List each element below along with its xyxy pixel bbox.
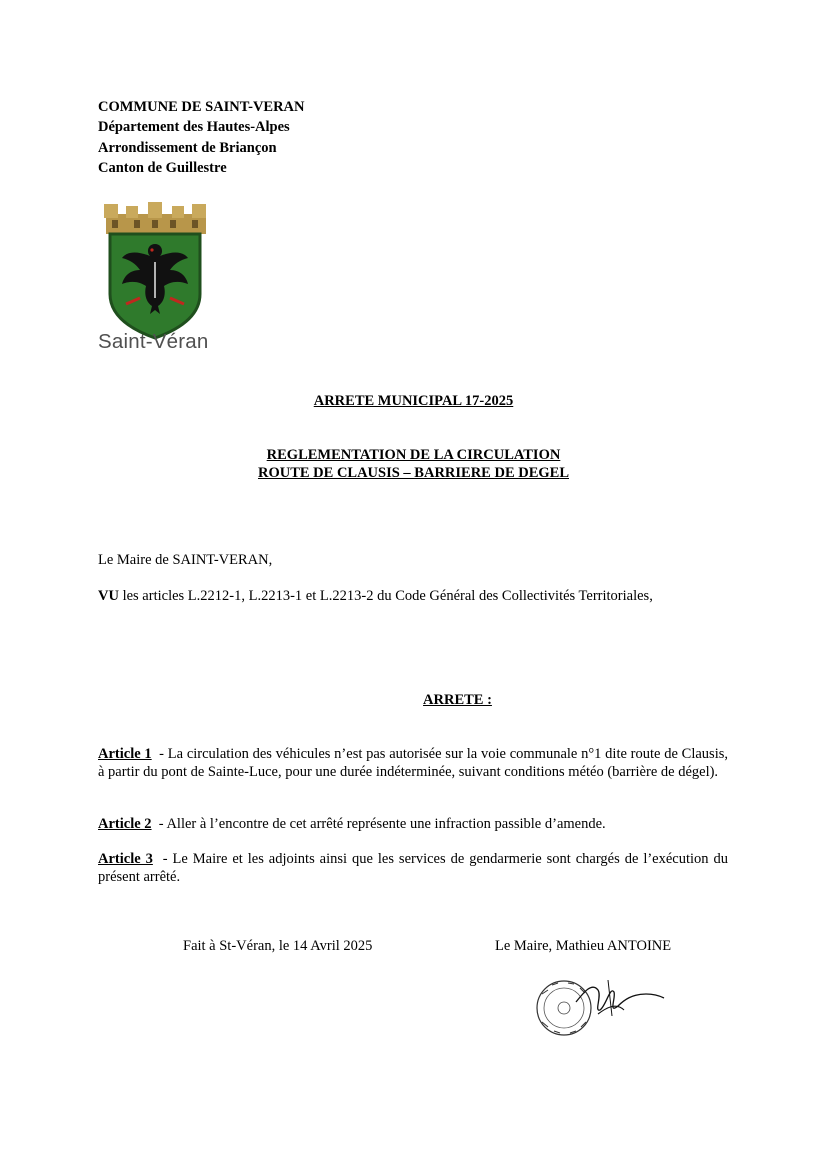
commune-name: COMMUNE DE SAINT-VERAN — [98, 99, 305, 115]
article-2-text: - Aller à l’encontre de cet arrêté représente une infraction passible d’amende. — [151, 816, 606, 832]
seal-signature-icon — [528, 972, 668, 1040]
article-1 — [98, 745, 732, 781]
article-1-label: Article 1 — [98, 746, 152, 762]
departement: Département des Hautes-Alpes — [98, 119, 290, 136]
article-1-text: - La circulation des véhicules n’est pas autorisée sur la voie communale n°1 dite route de Clausis, à partir du pont de Sainte-Luce, pour une durée indéterminée, suivant conditions météo (barrière de dégel). — [98, 746, 732, 780]
maire-intro: Le Maire de SAINT-VERAN, — [98, 552, 273, 568]
canton: Canton de Guillestre — [98, 159, 227, 176]
signer-name: Le Maire, Mathieu ANTOINE — [495, 938, 672, 954]
vu-text: les articles L.2212-1, L.2213-1 et L.2213-2 du Code Général des Collectivités Territoriales, — [118, 588, 653, 604]
subject-line-1: REGLEMENTATION DE LA CIRCULATION — [266, 447, 561, 463]
fait-a: Fait à St-Véran, le 14 Avril 2025 — [183, 938, 373, 954]
arrete-heading — [0, 692, 827, 709]
vu-label: VU — [98, 588, 119, 604]
arrete-subject — [0, 446, 827, 482]
article-2 — [98, 815, 728, 833]
arrete-number-text: ARRETE MUNICIPAL 17-2025 — [313, 393, 514, 409]
arrondissement: Arrondissement de Briançon — [98, 139, 277, 156]
subject-line-2: ROUTE DE CLAUSIS – BARRIERE DE DEGEL — [257, 465, 569, 481]
article-3 — [98, 850, 732, 886]
arrete-heading-text: ARRETE : — [423, 692, 492, 708]
commune-header — [98, 97, 305, 178]
logo-caption: Saint-Véran — [98, 330, 209, 353]
arrete-number — [0, 393, 827, 410]
vu-clause — [98, 587, 728, 605]
article-3-text: - Le Maire et les adjoints ainsi que les services de gendarmerie sont chargés de l’exécution du présent arrêté. — [98, 851, 732, 885]
article-2-label: Article 2 — [98, 816, 152, 832]
article-3-label: Article 3 — [98, 851, 153, 867]
